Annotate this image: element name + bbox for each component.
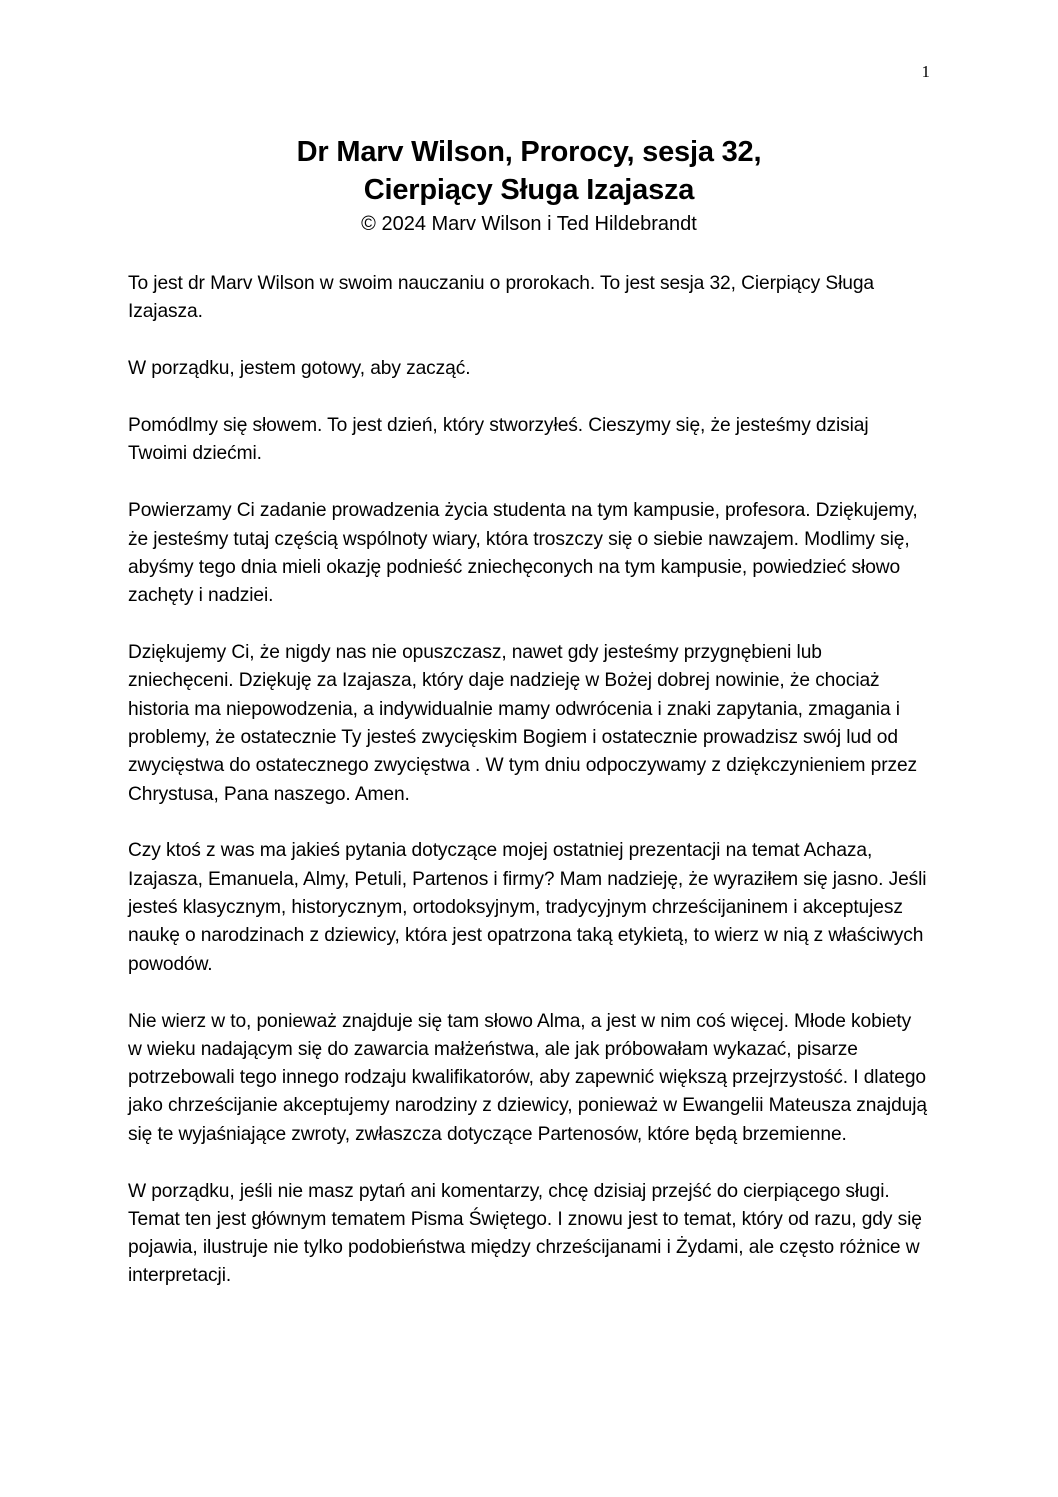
copyright-notice: © 2024 Marv Wilson i Ted Hildebrandt [361,213,697,235]
document-title-line-1: Dr Marv Wilson, Prorocy, sesja 32, [296,136,762,168]
paragraph-5: Dziękujemy Ci, że nigdy nas nie opuszczasz, nawet gdy jesteśmy przygnębieni lub zniechęceni. Dziękuję za Izajasza, który daje nadzieję w Bożej dobrej nowinie, że chociaż historia ma niepowodzenia, a indywidualnie mamy odwrócenia i znaki zapytania, zmagania i problemy, że ostatecznie Ty jesteś zwycięskim Bogiem i ostatecznie prowadzisz swój lud od zwycięstwa do ostatecznego zwycięstwa . W tym dniu odpoczywamy z dziękczynieniem przez Chrystusa, Pana naszego. Amen. [128,642,918,805]
document-body [128,270,928,1319]
page-number: 1 [921,62,930,81]
paragraph-4: Powierzamy Ci zadanie prowadzenia życia studenta na tym kampusie, profesora. Dziękujemy, że jesteśmy tutaj częścią wspólnoty wiary, która troszczy się o siebie nawzajem. Modlimy się, abyśmy tego dnia mieli okazję podnieść zniechęconych na tym kampusie, powiedzieć słowo zachęty i nadziei. [128,500,918,607]
paragraph-3: Pomódlmy się słowem. To jest dzień, który stworzyłeś. Cieszymy się, że jesteśmy dzisiaj Twoimi dziećmi. [128,415,869,465]
document-header [0,133,1058,239]
paragraph-6: Czy ktoś z was ma jakieś pytania dotyczące mojej ostatniej prezentacji na temat Achaza, Izajasza, Emanuela, Almy, Petuli, Partenos i firmy? Mam nadzieję, że wyraziłem się jasno. Jeśli jesteś klasycznym, historycznym, ortodoksyjnym, tradycyjnym chrześcijaninem i akceptujesz naukę o narodzinach z dziewicy, która jest opatrzona taką etykietą, to wierz w nią z właściwych powodów. [128,840,927,975]
paragraph-8: W porządku, jeśli nie masz pytań ani komentarzy, chcę dzisiaj przejść do cierpiącego sługi. Temat ten jest głównym tematem Pisma Świętego. I znowu jest to temat, który od razu, gdy się pojawia, ilustruje nie tylko podobieństwa między chrześcijanami i Żydami, ale często różnice w interpretacji. [128,1180,922,1287]
document-title-line-2: Cierpiący Sługa Izajasza [363,174,695,206]
paragraph-7: Nie wierz w to, ponieważ znajduje się tam słowo Alma, a jest w nim coś więcej. Młode kobiety w wieku nadającym się do zawarcia małżeństwa, ale jak próbowałam wykazać, pisarze potrzebowali tego innego rodzaju kwalifikatorów, aby zapewnić większą przejrzystość. I dlatego jako chrześcijanie akceptujemy narodziny z dziewicy, ponieważ w Ewangelii Mateusza znajdują się te wyjaśniające zwroty, zwłaszcza dotyczące Partenosów, które będą brzemienne. [128,1010,927,1145]
paragraph-1: To jest dr Marv Wilson w swoim nauczaniu o prorokach. To jest sesja 32, Cierpiący Sługa Izajasza. [128,273,874,323]
paragraph-2: W porządku, jestem gotowy, aby zacząć. [128,358,471,380]
